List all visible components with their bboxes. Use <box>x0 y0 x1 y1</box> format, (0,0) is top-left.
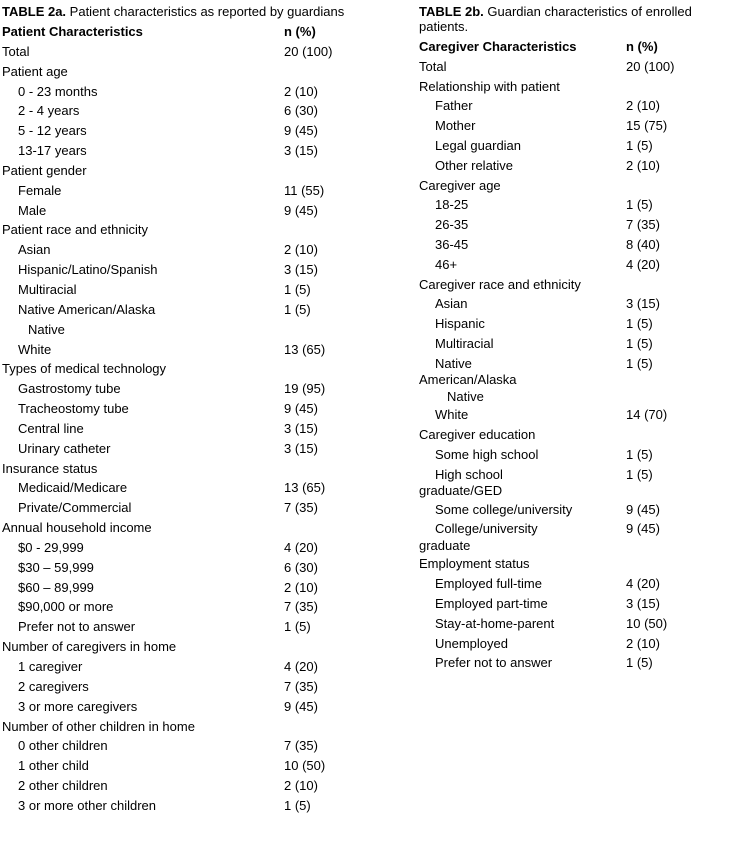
row-label <box>2 756 402 776</box>
row-label <box>2 498 402 518</box>
table-row <box>2 776 402 796</box>
row-label: Some college/university <box>435 501 573 517</box>
row-label <box>2 82 402 102</box>
row-value: 2 (10) <box>626 98 660 114</box>
row-label-line-1: High school <box>435 466 503 482</box>
table-2a-header-row <box>2 22 402 42</box>
table-row <box>419 96 727 116</box>
table-row <box>2 578 402 598</box>
row-label <box>2 578 402 598</box>
row-label <box>419 356 727 406</box>
row-label: Caregiver race and ethnicity <box>419 276 581 292</box>
row-label-text: $30 – 59,999 <box>18 559 94 575</box>
table-row <box>2 498 402 518</box>
row-label-text: 1 other child <box>18 758 89 774</box>
table-row <box>419 255 727 275</box>
table-row-group <box>419 554 727 574</box>
row-label: Employed full-time <box>435 576 542 592</box>
row-label: Mother <box>435 118 476 134</box>
row-value: 9 (45) <box>284 123 318 139</box>
table-row <box>419 614 727 634</box>
table-2b-header-value: n (%) <box>626 39 658 54</box>
row-value: 2 (10) <box>626 635 660 651</box>
row-label <box>2 459 402 479</box>
row-label <box>2 181 402 201</box>
row-value: 9 (45) <box>284 698 318 714</box>
table-row <box>2 419 402 439</box>
row-label <box>2 260 402 280</box>
row-label <box>2 359 402 379</box>
row-label-text: Multiracial <box>18 281 77 297</box>
row-label-text: Native American/Alaska <box>18 301 156 317</box>
row-label: 18-25 <box>435 197 469 213</box>
table-row <box>419 314 727 334</box>
row-label: Unemployed <box>435 635 508 651</box>
row-label: 46+ <box>435 256 458 272</box>
table-row-group <box>2 62 402 82</box>
table-row <box>2 597 402 617</box>
table-row <box>2 538 402 558</box>
table-row <box>419 405 727 425</box>
row-label-text: Types of medical technology <box>2 361 167 377</box>
table-row <box>2 82 402 102</box>
table-row <box>2 736 402 756</box>
row-label: 36-45 <box>435 236 469 252</box>
table-row <box>419 653 727 673</box>
row-label: Stay-at-home-parent <box>435 615 555 631</box>
row-label-text: Insurance status <box>2 460 98 476</box>
row-value: 11 (55) <box>284 182 325 198</box>
row-label <box>2 101 402 121</box>
row-label <box>2 42 402 62</box>
row-value: 2 (10) <box>284 778 318 794</box>
table-row <box>2 558 402 578</box>
table-2a-caption <box>2 4 402 19</box>
table-row-group <box>419 425 727 445</box>
row-label-text: Male <box>18 202 47 218</box>
row-label-text: 0 - 23 months <box>18 83 98 99</box>
row-value: 3 (15) <box>284 420 318 436</box>
row-label-text: Urinary catheter <box>18 440 111 456</box>
table-2a-body <box>2 42 402 816</box>
table-2b-caption-label: TABLE 2b. <box>419 4 484 19</box>
row-label-text: Number of caregivers in home <box>2 639 177 655</box>
row-label: Employed part-time <box>435 596 548 612</box>
table-2a-header-value: n (%) <box>284 24 316 39</box>
row-label <box>2 419 402 439</box>
table-row <box>419 195 727 215</box>
row-label-text: White <box>18 341 52 357</box>
row-label <box>2 538 402 558</box>
row-value: 6 (30) <box>284 103 318 119</box>
row-label <box>2 736 402 756</box>
table-row <box>2 379 402 399</box>
row-label-line-1: Native <box>435 355 472 371</box>
table-row <box>2 280 402 300</box>
row-label-text: Asian <box>18 242 51 258</box>
table-row <box>2 141 402 161</box>
row-label-text: Total <box>2 43 30 59</box>
row-value: 2 (10) <box>284 579 318 595</box>
table-row-group <box>2 220 402 240</box>
table-row <box>419 116 727 136</box>
table-row <box>2 756 402 776</box>
row-label-text: 2 other children <box>18 778 108 794</box>
row-value: 7 (35) <box>284 500 318 516</box>
row-label-text: Gastrostomy tube <box>18 381 121 397</box>
row-label <box>2 220 402 240</box>
table-row <box>2 399 402 419</box>
row-label-text: $60 – 89,999 <box>18 579 94 595</box>
row-value: 4 (20) <box>626 576 660 592</box>
row-value: 9 (45) <box>284 401 318 417</box>
row-label-text: 0 other children <box>18 738 108 754</box>
row-label: Legal guardian <box>435 137 522 153</box>
row-label-text: 2 - 4 years <box>18 103 80 119</box>
table-row-group <box>2 518 402 538</box>
row-label <box>2 617 402 637</box>
row-label <box>2 637 402 657</box>
row-value: 3 (15) <box>284 143 318 159</box>
row-label <box>2 478 402 498</box>
table-row <box>2 260 402 280</box>
row-label-continued: Native <box>28 321 65 337</box>
table-row-group <box>2 459 402 479</box>
table-row <box>2 677 402 697</box>
row-label-text: Prefer not to answer <box>18 619 136 635</box>
row-label <box>2 518 402 538</box>
table-row-group <box>419 275 727 295</box>
table-row-group <box>2 161 402 181</box>
table-row <box>2 697 402 717</box>
table-row <box>2 657 402 677</box>
row-value: 14 (70) <box>626 407 668 423</box>
table-row-group <box>2 717 402 737</box>
row-label-line-2: graduate/GED <box>419 483 503 499</box>
table-row <box>419 594 727 614</box>
row-value: 1 (5) <box>626 335 653 351</box>
table-row-group <box>2 359 402 379</box>
row-value: 1 (5) <box>284 281 311 297</box>
table-2a-header-label: Patient Characteristics <box>2 24 143 39</box>
table-2b-body <box>419 57 727 673</box>
table-row <box>2 121 402 141</box>
table-row <box>419 294 727 314</box>
row-label-line-3: Native <box>447 388 484 404</box>
table-row-group <box>419 176 727 196</box>
table-row <box>2 439 402 459</box>
table-row <box>419 334 727 354</box>
row-label-text: 2 caregivers <box>18 678 89 694</box>
table-row <box>2 300 402 340</box>
table-row <box>2 340 402 360</box>
row-label: Total <box>419 58 447 74</box>
row-label: Caregiver age <box>419 177 501 193</box>
row-value: 6 (30) <box>284 559 318 575</box>
row-label: White <box>435 407 469 423</box>
table-row <box>419 634 727 654</box>
table-2b-caption <box>419 4 727 34</box>
table-row <box>419 156 727 176</box>
row-value: 3 (15) <box>284 440 318 456</box>
row-label: 26-35 <box>435 217 469 233</box>
row-label <box>2 62 402 82</box>
row-label-text: Annual household income <box>2 520 152 536</box>
row-value: 7 (35) <box>626 217 660 233</box>
row-value: 7 (35) <box>284 678 318 694</box>
row-label-text: Patient gender <box>2 162 87 178</box>
row-label: Employment status <box>419 556 530 572</box>
row-label: Father <box>435 98 473 114</box>
table-2a-caption-text: Patient characteristics as reported by guardians <box>66 4 345 19</box>
row-value: 13 (65) <box>284 480 326 496</box>
table-row-group <box>2 42 402 62</box>
row-label-text: Tracheostomy tube <box>18 401 129 417</box>
row-value: 10 (50) <box>284 758 326 774</box>
row-label <box>2 697 402 717</box>
row-value: 2 (10) <box>626 157 660 173</box>
row-value: 1 (5) <box>626 316 653 332</box>
table-row <box>2 181 402 201</box>
table-row <box>419 500 727 520</box>
row-label <box>2 796 402 816</box>
row-label: Multiracial <box>435 335 494 351</box>
row-value: 1 (5) <box>626 655 653 671</box>
row-label: Relationship with patient <box>419 78 560 94</box>
row-value: 10 (50) <box>626 615 668 631</box>
row-value: 1 (5) <box>626 355 653 371</box>
table-2a-caption-label: TABLE 2a. <box>2 4 67 19</box>
row-value: 1 (5) <box>626 466 653 482</box>
table-2b-caption-text: Guardian characteristics of enrolled patients. <box>419 4 692 34</box>
row-value: 15 (75) <box>626 118 668 134</box>
row-label <box>2 300 402 340</box>
row-label: Asian <box>435 296 468 312</box>
row-value: 1 (5) <box>284 797 311 813</box>
row-label-line-2: graduate <box>419 537 471 553</box>
row-label <box>2 558 402 578</box>
row-label-text: 1 caregiver <box>18 659 83 674</box>
table-row <box>2 201 402 221</box>
row-value: 2 (10) <box>284 242 318 258</box>
row-label <box>2 717 402 737</box>
row-label-text: Hispanic/Latino/Spanish <box>18 262 158 278</box>
row-value: 4 (20) <box>284 539 318 555</box>
row-value: 1 (5) <box>626 446 653 462</box>
row-label-text: 3 or more caregivers <box>18 698 138 714</box>
row-label <box>2 121 402 141</box>
row-label-text: Private/Commercial <box>18 500 132 516</box>
row-label: Prefer not to answer <box>435 655 553 671</box>
row-label <box>2 280 402 300</box>
table-2b-header-row <box>419 37 727 57</box>
table-2a <box>2 4 402 816</box>
row-value: 7 (35) <box>284 738 318 754</box>
table-row <box>419 465 727 500</box>
row-label <box>419 521 727 554</box>
row-value: 1 (5) <box>284 301 311 317</box>
row-label <box>2 379 402 399</box>
table-row <box>2 240 402 260</box>
row-value: 19 (95) <box>284 381 326 397</box>
row-label <box>2 439 402 459</box>
row-label <box>2 240 402 260</box>
table-row <box>2 617 402 637</box>
table-row <box>419 519 727 554</box>
row-value: 9 (45) <box>284 202 318 218</box>
row-label: Caregiver education <box>419 427 536 443</box>
row-value: 9 (45) <box>626 501 660 517</box>
row-label <box>2 597 402 617</box>
row-value: 1 (5) <box>284 619 311 635</box>
row-value: 4 (20) <box>284 659 318 674</box>
row-label-text: $0 - 29,999 <box>18 539 84 555</box>
row-value: 1 (5) <box>626 137 653 153</box>
row-value: 1 (5) <box>626 197 653 213</box>
row-label <box>2 161 402 181</box>
row-label <box>2 340 402 360</box>
row-value: 20 (100) <box>284 43 333 59</box>
table-row <box>2 796 402 816</box>
row-value: 3 (15) <box>284 262 318 278</box>
table-row <box>419 235 727 255</box>
row-label-text: Number of other children in home <box>2 718 195 734</box>
row-label-text: 5 - 12 years <box>18 123 87 139</box>
table-row <box>419 136 727 156</box>
row-value: 2 (10) <box>284 83 318 99</box>
row-value: 20 (100) <box>626 58 675 74</box>
row-label <box>2 399 402 419</box>
row-label-text: Patient age <box>2 63 68 79</box>
row-value: 7 (35) <box>284 599 318 615</box>
row-label-text: 3 or more other children <box>18 797 157 813</box>
row-label-text: 13-17 years <box>18 143 87 159</box>
table-2b <box>419 4 727 673</box>
table-row <box>419 574 727 594</box>
table-row <box>419 354 727 406</box>
row-label-text: Female <box>18 182 62 198</box>
table-2b-header-label: Caregiver Characteristics <box>419 39 577 54</box>
row-label <box>2 776 402 796</box>
row-value: 9 (45) <box>626 521 660 537</box>
row-label-text: Patient race and ethnicity <box>2 222 148 238</box>
row-label: Other relative <box>435 157 514 173</box>
row-value: 13 (65) <box>284 341 326 357</box>
row-label-text: Central line <box>18 420 84 436</box>
row-label-text: $90,000 or more <box>18 599 114 615</box>
table-row-group <box>419 77 727 97</box>
row-value: 3 (15) <box>626 296 660 312</box>
row-value: 8 (40) <box>626 236 660 252</box>
row-label <box>2 141 402 161</box>
row-value: 4 (20) <box>626 256 660 272</box>
row-label-line-2: American/Alaska <box>419 372 517 388</box>
row-label <box>2 657 402 677</box>
table-row <box>2 101 402 121</box>
table-row <box>2 478 402 498</box>
table-row-group <box>419 57 727 77</box>
row-label-text: Medicaid/Medicare <box>18 480 128 496</box>
row-label <box>419 467 727 500</box>
table-row <box>419 445 727 465</box>
row-label-line-1: College/university <box>435 521 538 537</box>
row-label <box>2 677 402 697</box>
row-label: Hispanic <box>435 316 485 332</box>
table-row-group <box>2 637 402 657</box>
table-row <box>419 215 727 235</box>
row-label <box>2 201 402 221</box>
row-label: Some high school <box>435 446 539 462</box>
row-value: 3 (15) <box>626 596 660 612</box>
